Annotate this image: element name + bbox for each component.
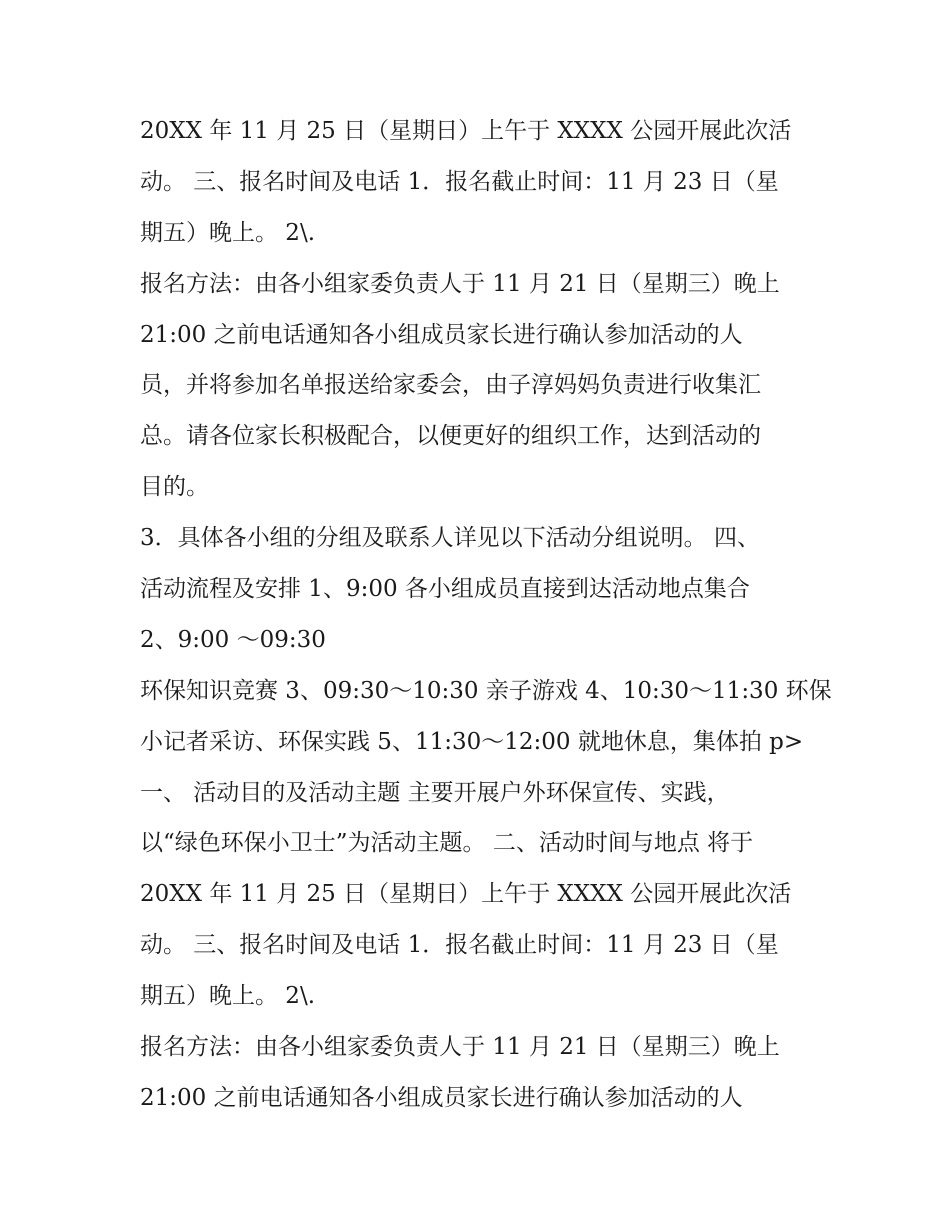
text-line: 一、 活动目的及活动主题 主要开展户外环保宣传、实践，: [140, 779, 730, 806]
text-line: 21:00 之前电话通知各小组成员家长进行确认参加活动的人: [140, 321, 743, 348]
text-line: 目的。: [140, 474, 209, 501]
text-line: 20XX 年 11 月 25 日（星期日）上午于 XXXX 公园开展此次活: [140, 118, 792, 144]
text-line: 21:00 之前电话通知各小组成员家长进行确认参加活动的人: [140, 1084, 743, 1111]
document-body: [140, 106, 830, 1124]
text-line: 3．具体各小组的分组及联系人详见以下活动分组说明。 四、: [140, 525, 760, 552]
text-line: 活动流程及安排 1、9:00 各小组成员直接到达活动地点集合: [140, 576, 750, 603]
text-line: 环保知识竞赛 3、09:30～10:30 亲子游戏 4、10:30～11:30 环保: [140, 677, 832, 704]
text-line: 以“绿色环保小卫士”为活动主题。 二、活动时间与地点 将于: [140, 830, 754, 857]
text-line: 报名方法：由各小组家委负责人于 11 月 21 日（星期三）晚上: [140, 270, 780, 297]
text-line: 动。 三、报名时间及电话 1．报名截止时间：11 月 23 日（星: [140, 932, 779, 959]
text-line: 动。 三、报名时间及电话 1．报名截止时间：11 月 23 日（星: [140, 168, 779, 195]
text-line: 总。请各位家长积极配合，以便更好的组织工作，达到活动的: [140, 423, 761, 450]
text-line: 小记者采访、环保实践 5、11:30～12:00 就地休息，集体拍 p>: [140, 728, 804, 755]
text-line: 期五）晚上。 2\.: [140, 983, 316, 1010]
text-line: 报名方法：由各小组家委负责人于 11 月 21 日（星期三）晚上: [140, 1034, 780, 1061]
text-line: 期五）晚上。 2\.: [140, 219, 316, 246]
text-line: 员，并将参加名单报送给家委会，由子淳妈妈负责进行收集汇: [140, 372, 761, 399]
text-line: 20XX 年 11 月 25 日（星期日）上午于 XXXX 公园开展此次活: [140, 881, 792, 908]
text-line: 2、9:00 ～09:30: [140, 626, 326, 653]
